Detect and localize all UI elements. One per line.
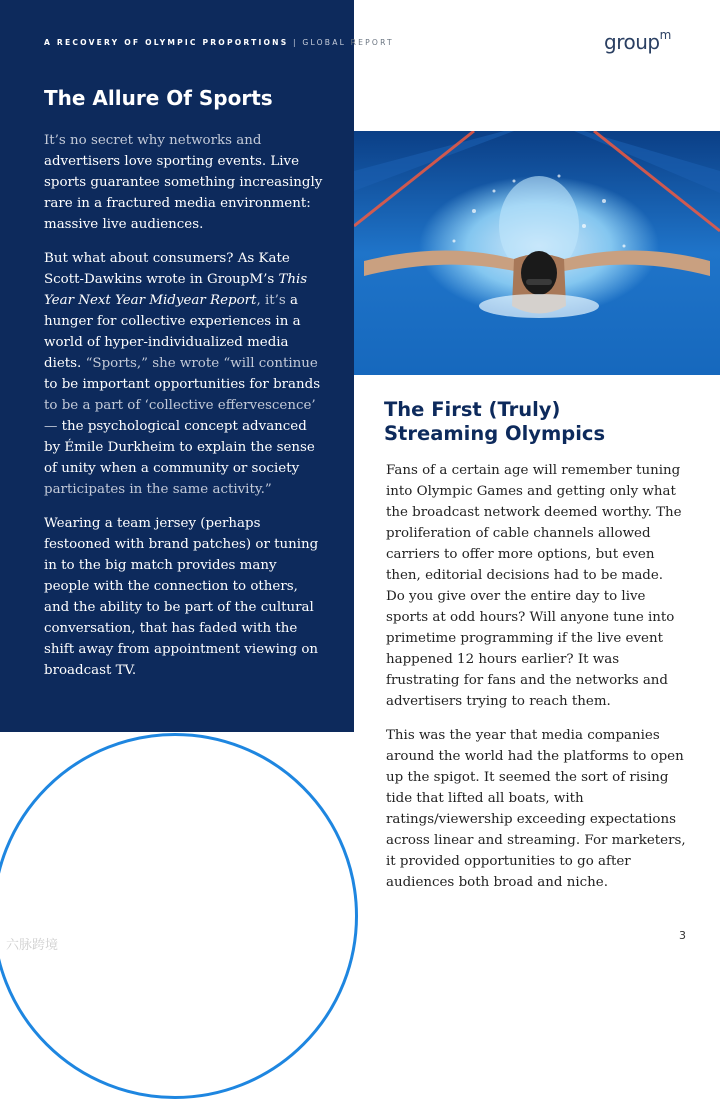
allure-body [44,130,324,694]
allure-p2-f: to be a part of ‘collective effervescence’ — [44,398,316,434]
decorative-circle [0,733,358,1099]
streaming-paragraph-2: This was the year that media companies around the world had the platforms to open up the spigot. It seemed the sort of rising tide that lifted all boats, with ratings/viewership exceeding expectations across linear and streaming. For marketers, it provided opportunities to go after audiences both broad and niche. [386,728,686,890]
logo-superscript: m [659,28,671,43]
streaming-paragraph-1: Fans of a certain age will remember tuning into Olympic Games and getting only what the broadcast network deemed worthy. The proliferation of cable channels allowed carriers to offer more options, but even then, editorial decisions had to be made. Do you give over the entire day to live sports at odd hours? Will anyone tune into primetime programming if the live event happened 12 hours earlier? It was frustrating for fans and the networks and advertisers trying to reach them. [386,463,682,709]
watermark: 六脉跨境 [6,938,59,953]
allure-p2-a: But what about consumers? As Kate Scott-Dawkins wrote in GroupM’s [44,251,290,287]
allure-p2-e: to be important opportunities for brands [44,377,321,392]
allure-p2-g: the psychological concept advanced by Émile Durkheim to explain the sense of unity when a community or society [44,419,315,476]
allure-paragraph-1 [44,130,324,235]
kicker-global: GLOBAL [302,38,347,47]
allure-p1-rest: advertisers love sporting events. Live sports guarantee something increasingly rare in a fractured media environment: massive live audiences. [44,154,323,232]
logo-text: group [604,30,660,54]
streaming-title-line-2: Streaming Olympics [384,422,606,445]
streaming-title-line-1: The First (Truly) [384,398,561,421]
kicker-report: REPORT [350,38,394,47]
streaming-body [386,460,686,906]
section-title-allure: The Allure Of Sports [44,86,273,110]
swimmer-illustration [354,131,720,375]
allure-p1-lead: It’s no secret why networks and [44,133,262,148]
section-title-streaming [384,398,605,446]
kicker-title: A RECOVERY OF OLYMPIC PROPORTIONS [44,38,289,47]
report-kicker [44,38,394,47]
report-title-italic: This Year Next Year Midyear Report [44,272,308,308]
allure-paragraph-2 [44,248,324,500]
groupm-logo [604,30,671,54]
allure-paragraph-3: Wearing a team jersey (perhaps festooned with brand patches) or tuning in to the big match provides many people with the connection to others, and the ability to be part of the cultural conversation, that has faded with the shift away from appointment viewing on broadcast TV. [44,516,319,678]
swimmer-photo [354,131,720,375]
kicker-separator: | [292,38,298,47]
page-number: 3 [679,929,686,942]
allure-p2-h: participates in the same activity.” [44,482,272,497]
allure-p2-d: “Sports,” she wrote “will continue [85,356,318,371]
allure-p2-c: a hunger for collective experiences in a world of hyper-individualized media diets. [44,293,301,371]
allure-p2-b: , it’s [256,293,286,308]
